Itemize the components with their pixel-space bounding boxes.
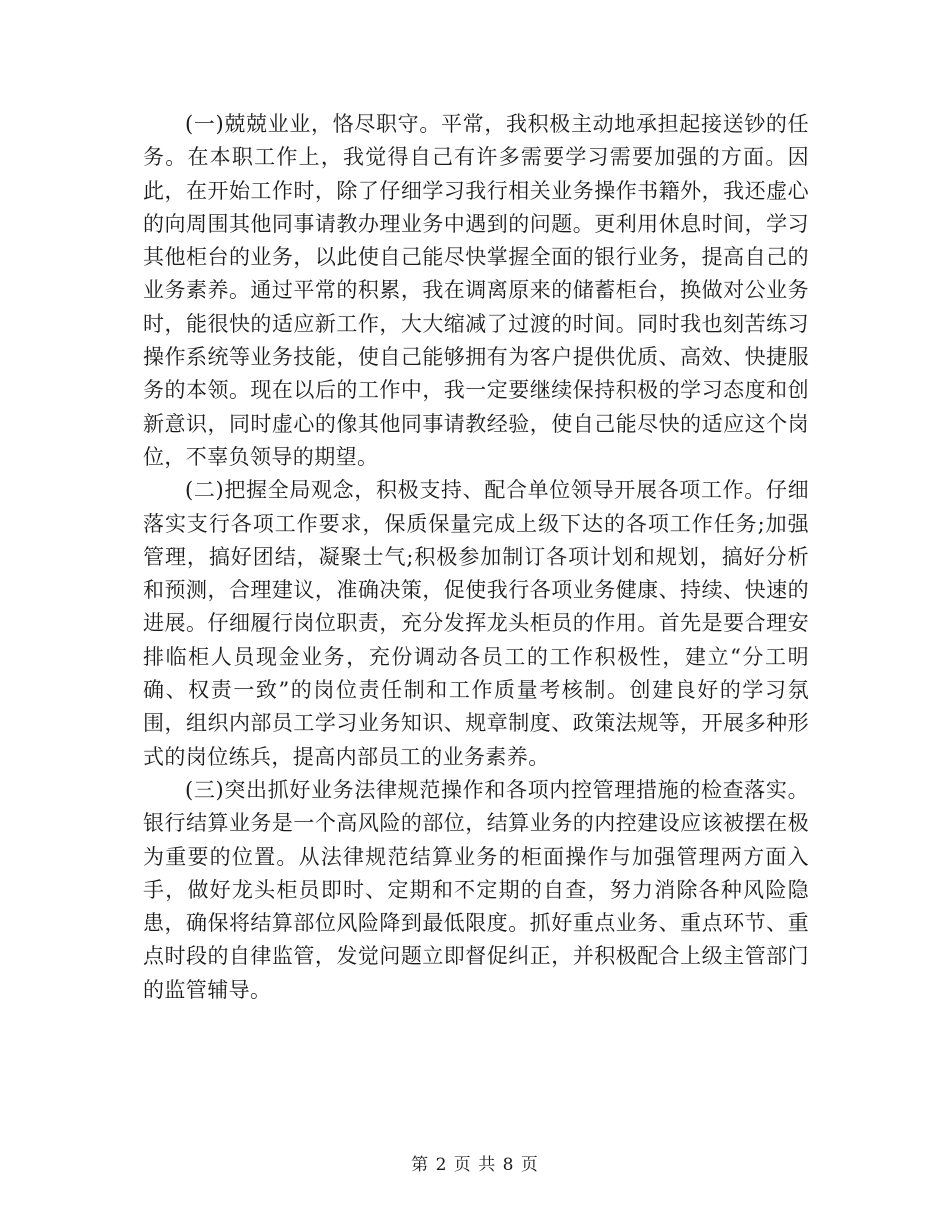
page-footer: 第 2 页 共 8 页 xyxy=(411,1155,539,1175)
paragraph-2: (二)把握全局观念，积极支持、配合单位领导开展各项工作。仔细落实支行各项工作要求，保质保量完成上级下达的各项工作任务;加强管理，搞好团结，凝聚士气;积极参加制订各项计划和规划，搞好分析和预测，合理建议，准确决策，促使我行各项业务健康、持续、快速的进展。仔细履行岗位职责，充分发挥龙头柜员的作用。首先是要合理安排临柜人员现金业务，充份调动各员工的工作积极性，建立“分工明确、权责一致”的岗位责任制和工作质量考核制。创建良好的学习氛围，组织内部员工学习业务知识、规章制度、政策法规等，开展多种形式的岗位练兵，提高内部员工的业务素养。 xyxy=(143,478,809,769)
document-body xyxy=(143,108,809,1007)
paragraph-1: (一)兢兢业业，恪尽职守。平常，我积极主动地承担起接送钞的任务。在本职工作上，我觉得自己有许多需要学习需要加强的方面。因此，在开始工作时，除了仔细学习我行相关业务操作书籍外，我还虚心的向周围其他同事请教办理业务中遇到的问题。更利用休息时间，学习其他柜台的业务，以此使自己能尽快掌握全面的银行业务，提高自己的业务素养。通过平常的积累，我在调离原来的储蓄柜台，换做对公业务时，能很快的适应新工作，大大缩减了过渡的时间。同时我也刻苦练习操作系统等业务技能，使自己能够拥有为客户提供优质、高效、快捷服务的本领。现在以后的工作中，我一定要继续保持积极的学习态度和创新意识，同时虚心的像其他同事请教经验，使自己能尽快的适应这个岗位，不辜负领导的期望。 xyxy=(143,112,809,469)
paragraph-3: (三)突出抓好业务法律规范操作和各项内控管理措施的检查落实。银行结算业务是一个高风险的部位，结算业务的内控建设应该被摆在极为重要的位置。从法律规范结算业务的柜面操作与加强管理两方面入手，做好龙头柜员即时、定期和不定期的自查，努力消除各种风险隐患，确保将结算部位风险降到最低限度。抓好重点业务、重点环节、重点时段的自律监管，发觉问题立即督促纠正，并积极配合上级主管部门的监管辅导。 xyxy=(143,777,809,1002)
